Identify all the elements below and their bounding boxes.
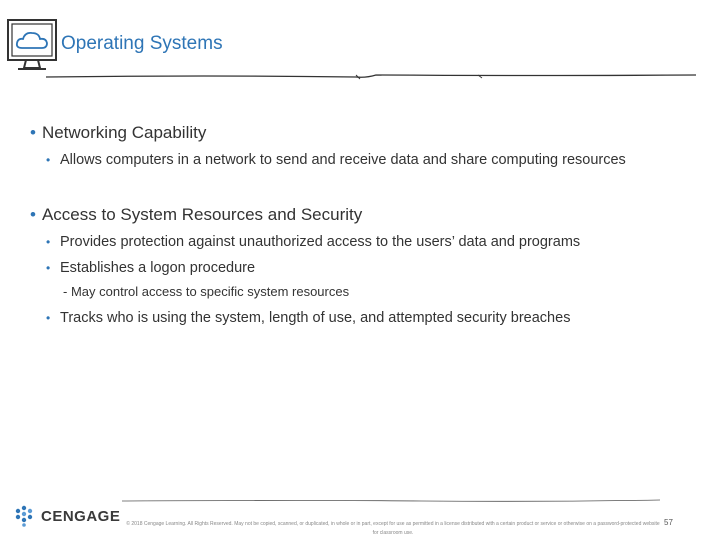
bullet-dot: • <box>46 311 51 325</box>
cengage-logo <box>14 505 121 527</box>
bullet-dot: • <box>30 205 36 224</box>
sub-bullet-networking-desc: • Allows computers in a network to send and receive data and share computing resources <box>46 150 646 171</box>
footer-divider <box>122 498 660 504</box>
dash-marker: - <box>63 284 71 299</box>
sub-bullet-logon: • Establishes a logon procedure <box>46 258 646 279</box>
cengage-logo-text: CENGAGE <box>41 508 121 525</box>
bullet-dot: • <box>30 123 36 142</box>
bullet-security: • Access to System Resources and Security <box>30 205 363 224</box>
bullet-networking: • Networking Capability <box>30 123 207 142</box>
sub-bullet-protection: • Provides protection against unauthorized access to the users’ data and programs <box>46 232 646 253</box>
sub-sub-bullet-access-control: - May control access to specific system resources <box>63 284 350 299</box>
cloud-monitor-icon <box>6 18 58 72</box>
bullet-dot: • <box>46 261 51 275</box>
copyright-notice: © 2018 Cengage Learning. All Rights Reserved. May not be copied, scanned, or duplicated, in whole or in part, except for use as permitted in a license distributed with a certain product or service or otherwise on a password-protected website for classroom use. <box>126 521 660 536</box>
bullet-dot: • <box>46 153 51 167</box>
bullet-dot: • <box>46 235 51 249</box>
slide-title: Operating Systems <box>61 33 223 54</box>
header-divider <box>46 72 696 80</box>
page-number: 57 <box>664 518 673 527</box>
cengage-mark-icon <box>14 505 38 527</box>
sub-bullet-tracking: • Tracks who is using the system, length of use, and attempted security breaches <box>46 308 646 329</box>
